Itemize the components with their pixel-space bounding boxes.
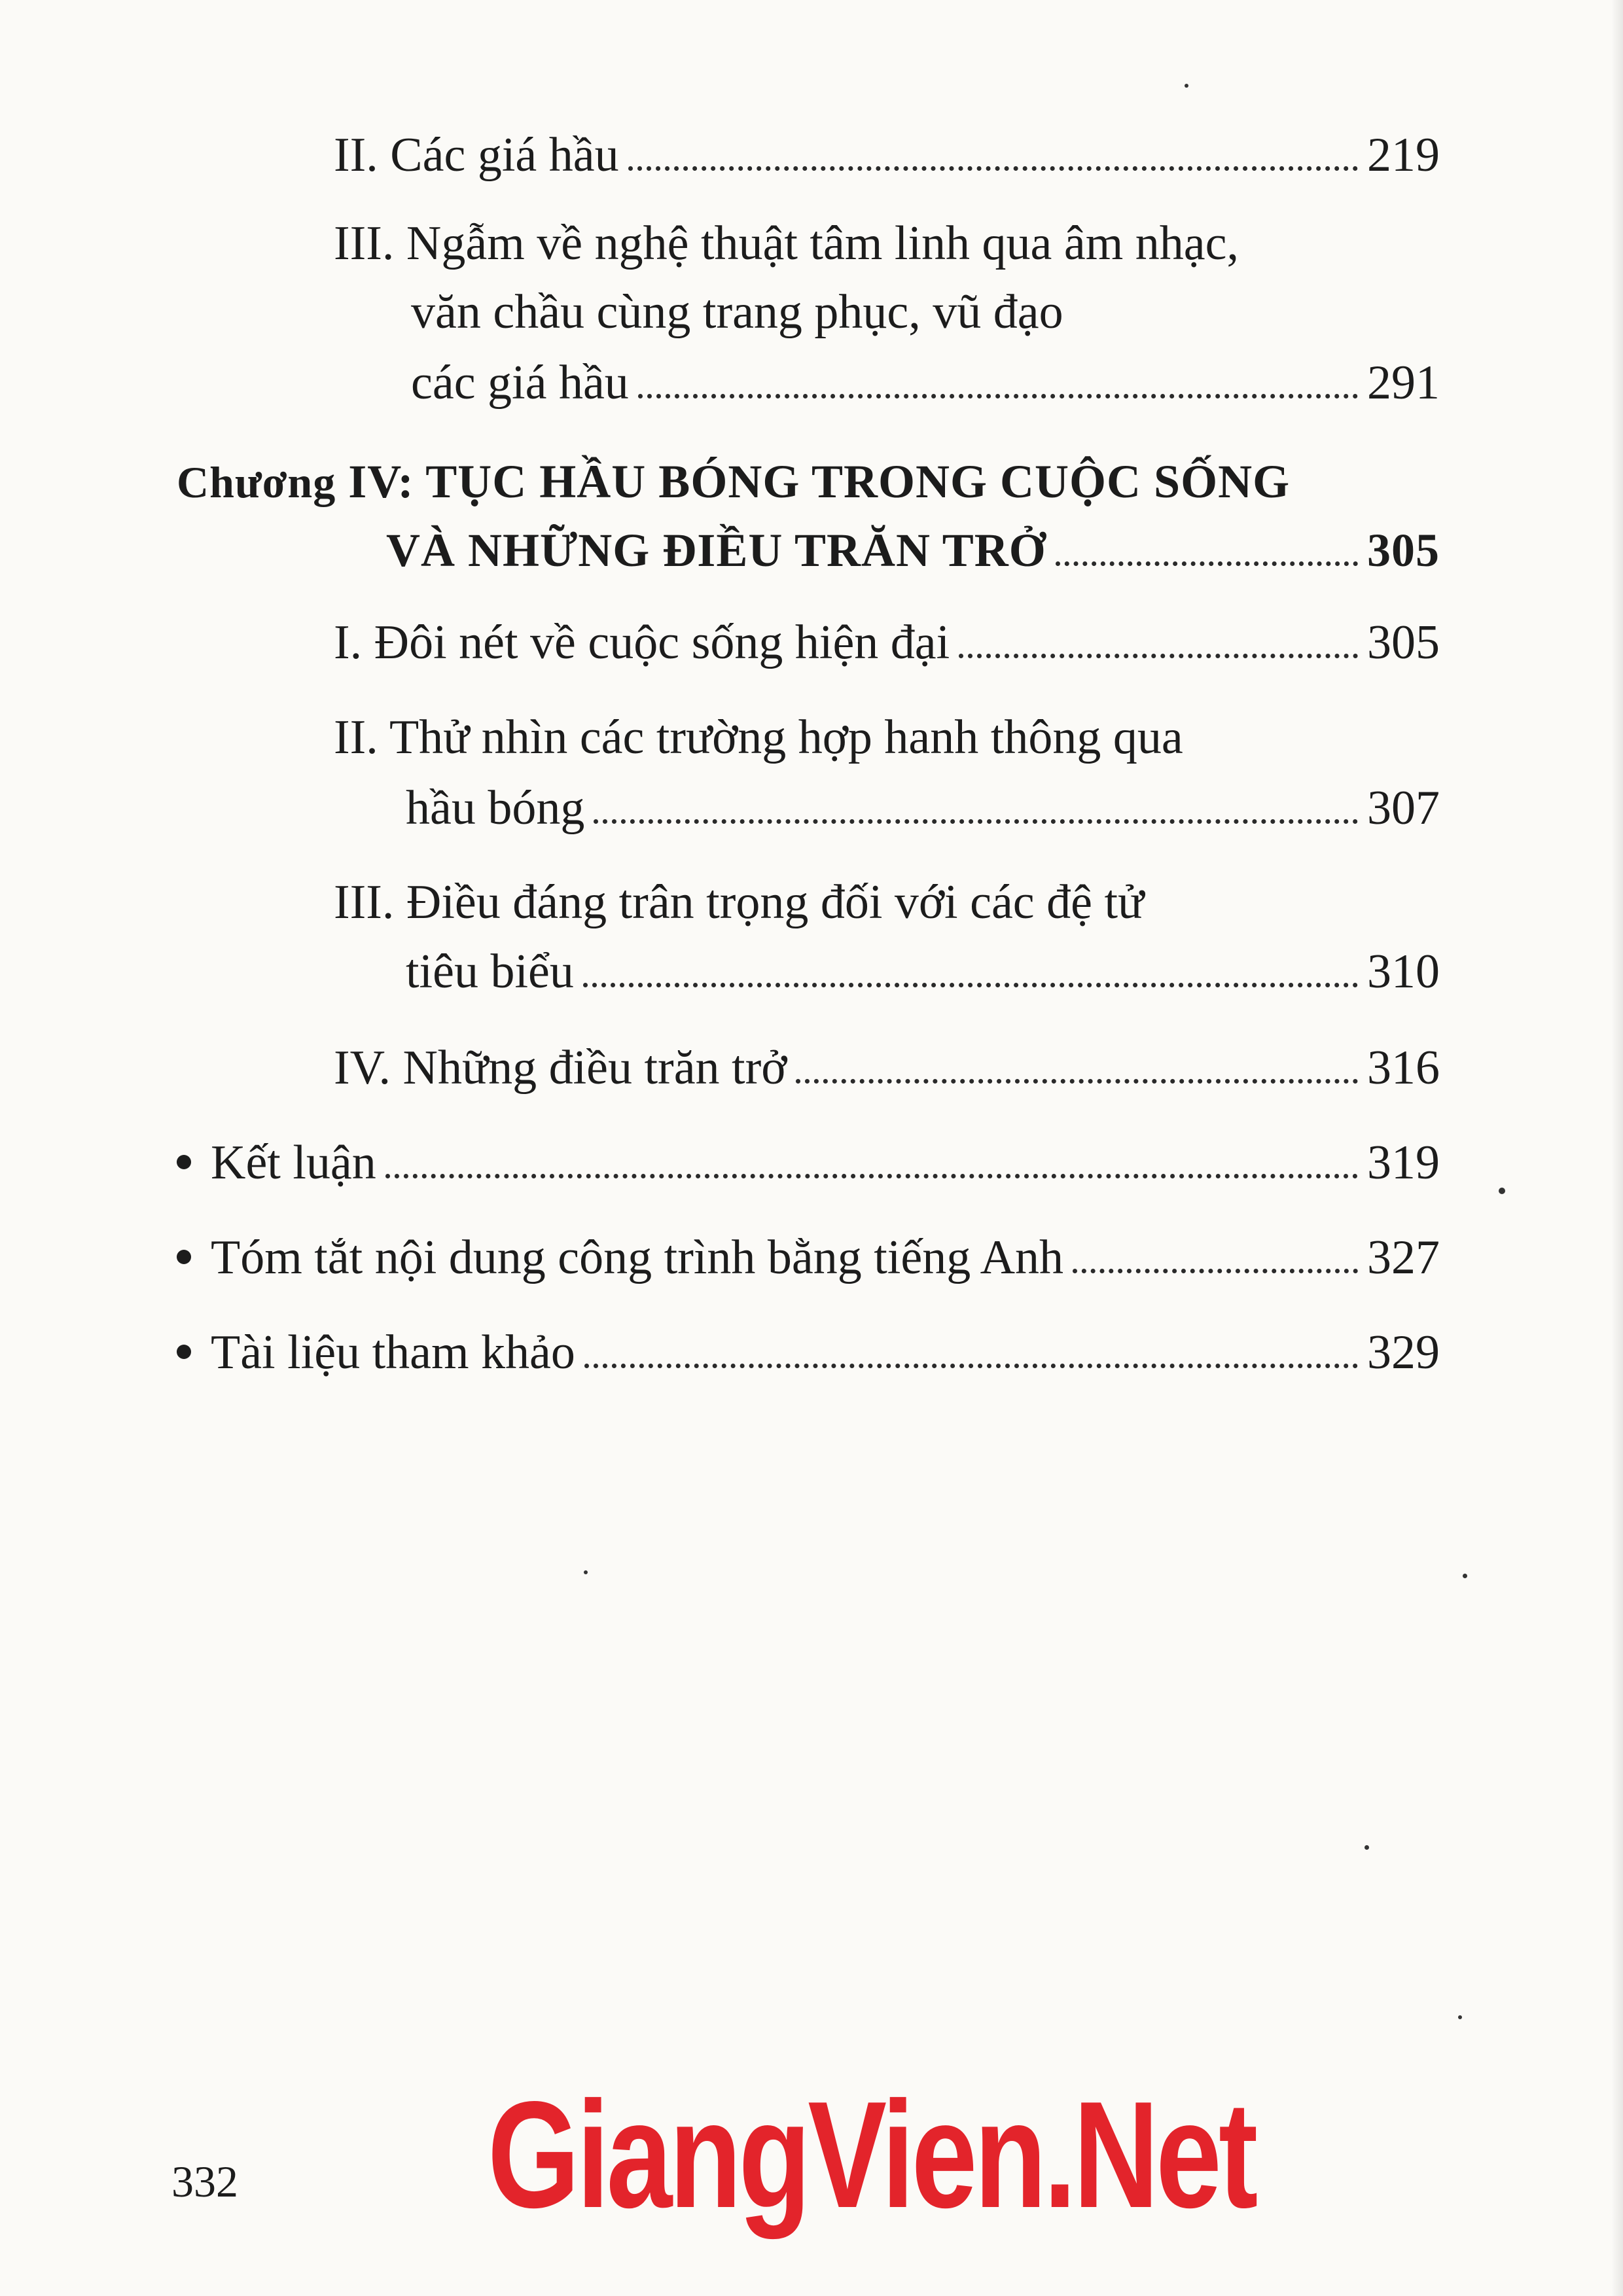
bullet-icon <box>177 1345 191 1359</box>
dot-leader <box>594 819 1358 824</box>
toc-entry-dieu-dang-line1: III. Điều đáng trân trọng đối với các đệ tử <box>334 875 1145 929</box>
toc-entry-nhung-dieu <box>334 1041 1440 1095</box>
chapter-iv-heading-line1 <box>177 455 1291 508</box>
toc-entry-tai-lieu <box>177 1328 1440 1377</box>
toc-entry-page: 319 <box>1367 1136 1440 1190</box>
chapter-iv-heading-line2 <box>386 524 1440 576</box>
scan-speck <box>1458 2015 1462 2019</box>
toc-entry-label: hầu bóng <box>406 781 585 835</box>
scan-speck <box>1499 1188 1505 1194</box>
toc-entry-dieu-dang-line2 <box>406 947 1440 996</box>
toc-entry-page: 329 <box>1367 1326 1440 1379</box>
chapter-title-line2: VÀ NHỮNG ĐIỀU TRĂN TRỞ <box>386 524 1046 576</box>
dot-leader <box>584 1364 1358 1368</box>
bullet-icon <box>177 1155 191 1169</box>
toc-entry-label: II. Các giá hầu <box>334 128 619 182</box>
toc-entry-thu-nhin-line2 <box>406 781 1440 835</box>
dot-leader <box>583 983 1358 987</box>
toc-entry-page: 316 <box>1367 1041 1440 1095</box>
scan-speck <box>584 1570 588 1574</box>
toc-entry-ngam-line2: văn chầu cùng trang phục, vũ đạo <box>411 285 1063 339</box>
toc-entry-page: 291 <box>1367 356 1440 410</box>
toc-entry-label: tiêu biểu <box>406 945 574 998</box>
dot-leader <box>1073 1269 1358 1273</box>
chapter-title-line1: IV: TỤC HẦU BÓNG TRONG CUỘC SỐNG <box>348 455 1291 508</box>
chapter-prefix: Chương <box>177 457 336 507</box>
dot-leader <box>638 394 1358 398</box>
dot-leader <box>385 1174 1358 1178</box>
dot-leader <box>628 166 1358 171</box>
dot-leader <box>1056 561 1358 566</box>
toc-entry-page: 307 <box>1367 781 1440 835</box>
dot-leader <box>959 654 1358 658</box>
toc-entry-page: 219 <box>1367 128 1440 182</box>
toc-entry-label: các giá hầu <box>411 356 629 410</box>
dot-leader <box>796 1079 1358 1084</box>
watermark-logo: GiangVien.Net <box>488 2070 1255 2240</box>
toc-entry-ket-luan <box>177 1136 1440 1190</box>
toc-entry-label: Tài liệu tham khảo <box>211 1326 575 1379</box>
scan-speck <box>1463 1574 1467 1578</box>
toc-entry-page: 305 <box>1367 616 1440 669</box>
toc-entry-label: Tóm tắt nội dung công trình bằng tiếng Anh <box>211 1231 1064 1284</box>
toc-entry-page: 327 <box>1367 1231 1440 1284</box>
page-edge-shadow <box>1611 0 1623 2296</box>
toc-entry-ngam-line3 <box>411 356 1440 410</box>
toc-entry-label: Kết luận <box>211 1136 376 1190</box>
scan-speck <box>1185 84 1188 88</box>
toc-entry-label: IV. Những điều trăn trở <box>334 1041 787 1095</box>
scan-speck <box>1364 1845 1369 1850</box>
toc-entry-page: 305 <box>1367 524 1440 576</box>
bullet-icon <box>177 1250 191 1264</box>
toc-entry-tom-tat <box>177 1233 1440 1282</box>
toc-entry-ngam-line1: III. Ngẫm về nghệ thuật tâm linh qua âm nhạc, <box>334 217 1239 270</box>
toc-entry-label: I. Đôi nét về cuộc sống hiện đại <box>334 616 950 669</box>
toc-entry-thu-nhin-line1: II. Thử nhìn các trường hợp hanh thông qua <box>334 711 1183 764</box>
toc-entry-cac-gia-hau <box>334 128 1440 182</box>
toc-entry-doi-net <box>334 618 1440 667</box>
page-number: 332 <box>171 2157 238 2206</box>
toc-entry-page: 310 <box>1367 945 1440 998</box>
